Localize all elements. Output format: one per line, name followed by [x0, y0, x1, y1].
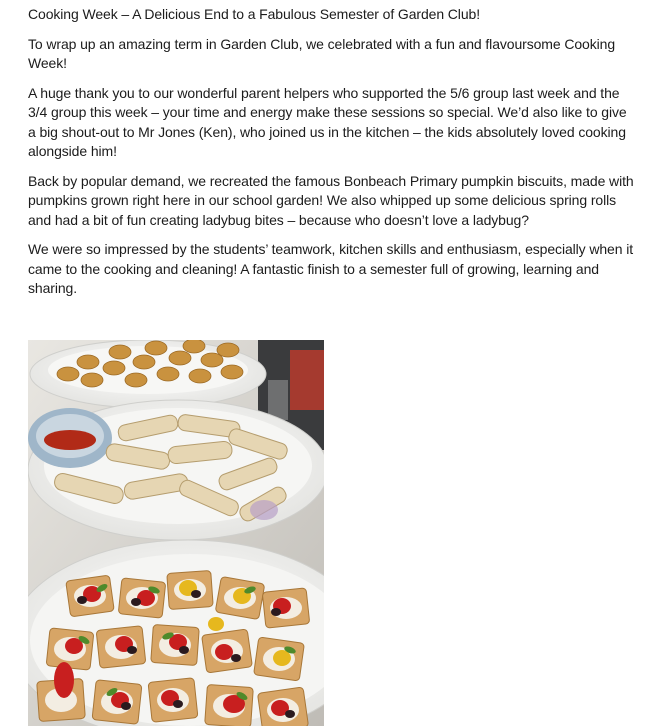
paragraph-thanks: A huge thank you to our wonderful parent helpers who supported the 5/6 group last week and the 3/4 group this week – your time and energy make these sessions so special. We’d also like to give a big shout-out to Mr Jones (Ken), who joined us in the kitchen – the kids absolutely loved cooking alongside him! — [28, 84, 627, 159]
spring-roll-plate — [28, 400, 324, 540]
ladybug-bites-plate — [28, 540, 324, 726]
paragraph-closing: We were so impressed by the students’ teamwork, kitchen skills and enthusiasm, especially when it came to the cooking and cleaning! A fantastic finish to a semester full of growing, learning and sharing. — [28, 241, 634, 296]
food-photo — [28, 340, 324, 726]
article-title: Cooking Week – A Delicious End to a Fabulous Semester of Garden Club! — [28, 6, 480, 22]
paragraph-recipes: Back by popular demand, we recreated the famous Bonbeach Primary pumpkin biscuits, made with pumpkins grown right here in our school garden! We also whipped up some delicious spring rolls and had a bit of fun creating ladybug bites – because who doesn’t love a ladybug? — [28, 172, 634, 228]
paragraph-intro: To wrap up an amazing term in Garden Club, we celebrated with a fun and flavoursome Cooking Week! — [28, 35, 616, 71]
food-photo-illustration — [28, 340, 324, 726]
biscuit-plate — [30, 340, 266, 408]
article-body — [28, 5, 634, 309]
